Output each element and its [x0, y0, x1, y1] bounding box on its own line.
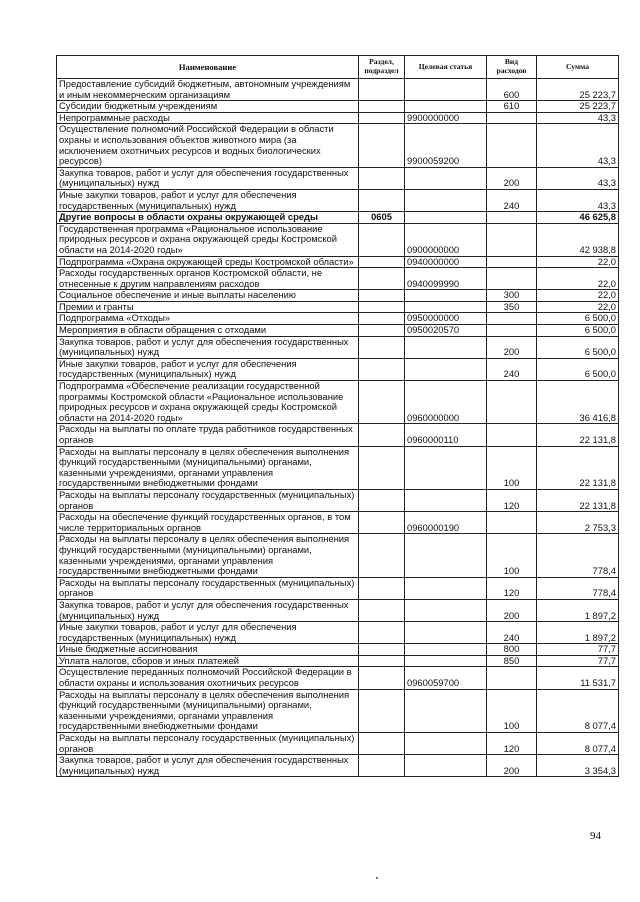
cell-kind: 240 [487, 189, 537, 211]
table-row [57, 101, 619, 113]
cell-section [359, 689, 405, 732]
table-row [57, 358, 619, 380]
cell-target [405, 301, 487, 313]
cell-section [359, 325, 405, 337]
cell-target: 0900000000 [405, 223, 487, 256]
cell-kind: 600 [487, 79, 537, 101]
cell-name: Закупка товаров, работ и услуг для обеспечения государственных (муниципальных) нужд [57, 167, 359, 189]
cell-name: Другие вопросы в области охраны окружающей среды [57, 212, 359, 224]
cell-target [405, 336, 487, 358]
cell-name: Расходы на выплаты персоналу в целях обеспечения выполнения функций государственными (муниципальными) органами, казенными учреждениями, органами управления государственными внебюджетными фондами [57, 446, 359, 489]
cell-kind [487, 381, 537, 424]
cell-sum: 1 897,2 [537, 599, 619, 621]
cell-target [405, 189, 487, 211]
header-section: Раздел, подраздел [359, 56, 405, 79]
cell-sum: 22 131,8 [537, 424, 619, 446]
table-row [57, 534, 619, 577]
table-row [57, 622, 619, 644]
table-row [57, 290, 619, 302]
page-number: 94 [590, 830, 601, 842]
cell-target: 9900000000 [405, 112, 487, 124]
cell-sum: 42 938,8 [537, 223, 619, 256]
budget-table [56, 55, 619, 777]
cell-section [359, 313, 405, 325]
cell-section [359, 381, 405, 424]
cell-kind [487, 512, 537, 534]
cell-kind [487, 124, 537, 167]
cell-section [359, 755, 405, 777]
cell-section [359, 223, 405, 256]
cell-name: Расходы государственных органов Костромской области, не отнесенные к другим направлениям расходов [57, 268, 359, 290]
table-row [57, 301, 619, 313]
cell-section [359, 358, 405, 380]
cell-target: 0960059700 [405, 667, 487, 689]
cell-kind [487, 667, 537, 689]
table-row [57, 489, 619, 511]
cell-section [359, 577, 405, 599]
cell-name: Расходы на выплаты персоналу в целях обеспечения выполнения функций государственными (муниципальными) органами, казенными учреждениями, органами управления государственными внебюджетными фондами [57, 689, 359, 732]
cell-target: 0960000000 [405, 381, 487, 424]
cell-sum: 2 753,3 [537, 512, 619, 534]
cell-kind [487, 325, 537, 337]
cell-sum: 1 897,2 [537, 622, 619, 644]
cell-kind: 850 [487, 655, 537, 667]
cell-kind: 350 [487, 301, 537, 313]
cell-kind: 300 [487, 290, 537, 302]
table-row [57, 599, 619, 621]
cell-section [359, 256, 405, 268]
cell-name: Мероприятия в области обращения с отходами [57, 325, 359, 337]
cell-section [359, 667, 405, 689]
cell-target [405, 212, 487, 224]
table-row [57, 577, 619, 599]
cell-target [405, 446, 487, 489]
cell-name: Государственная программа «Рациональное использование природных ресурсов и охрана окружающей среды Костромской области на 2014-2020 годы» [57, 223, 359, 256]
cell-sum: 6 500,0 [537, 358, 619, 380]
cell-name: Подпрограмма «Отходы» [57, 313, 359, 325]
table-row [57, 79, 619, 101]
cell-target: 0940000000 [405, 256, 487, 268]
cell-sum: 8 077,4 [537, 733, 619, 755]
cell-sum: 6 500,0 [537, 325, 619, 337]
cell-target [405, 290, 487, 302]
cell-section [359, 599, 405, 621]
cell-kind [487, 313, 537, 325]
cell-target [405, 599, 487, 621]
cell-sum: 22,0 [537, 290, 619, 302]
cell-section [359, 301, 405, 313]
cell-name: Премии и гранты [57, 301, 359, 313]
cell-kind: 800 [487, 644, 537, 656]
cell-sum: 11 531,7 [537, 667, 619, 689]
cell-kind: 200 [487, 599, 537, 621]
cell-kind: 200 [487, 167, 537, 189]
cell-sum: 6 500,0 [537, 313, 619, 325]
cell-sum: 22,0 [537, 301, 619, 313]
cell-kind: 100 [487, 446, 537, 489]
cell-target [405, 644, 487, 656]
cell-name: Предоставление субсидий бюджетным, автономным учреждениям и иным некоммерческим организациям [57, 79, 359, 101]
cell-target: 0950000000 [405, 313, 487, 325]
cell-kind: 120 [487, 489, 537, 511]
cell-name: Иные бюджетные ассигнования [57, 644, 359, 656]
cell-name: Субсидии бюджетным учреждениям [57, 101, 359, 113]
cell-sum: 36 416,8 [537, 381, 619, 424]
cell-sum: 778,4 [537, 534, 619, 577]
cell-section [359, 446, 405, 489]
table-row [57, 381, 619, 424]
cell-kind: 200 [487, 336, 537, 358]
cell-target [405, 689, 487, 732]
cell-sum: 43,3 [537, 167, 619, 189]
cell-name: Иные закупки товаров, работ и услуг для обеспечения государственных (муниципальных) нужд [57, 358, 359, 380]
cell-name: Иные закупки товаров, работ и услуг для обеспечения государственных (муниципальных) нужд [57, 622, 359, 644]
table-row [57, 325, 619, 337]
header-name: Наименование [57, 56, 359, 79]
cell-section [359, 622, 405, 644]
table-row [57, 655, 619, 667]
table-header-row [57, 56, 619, 79]
cell-target [405, 755, 487, 777]
cell-section [359, 489, 405, 511]
cell-name: Закупка товаров, работ и услуг для обеспечения государственных (муниципальных) нужд [57, 755, 359, 777]
cell-kind [487, 223, 537, 256]
cell-sum: 22 131,8 [537, 446, 619, 489]
cell-kind: 240 [487, 622, 537, 644]
cell-section [359, 290, 405, 302]
cell-target: 0950020570 [405, 325, 487, 337]
table-row [57, 512, 619, 534]
cell-target: 0960000110 [405, 424, 487, 446]
table-row [57, 689, 619, 732]
cell-kind: 120 [487, 733, 537, 755]
cell-section [359, 655, 405, 667]
cell-name: Осуществление переданных полномочий Российской Федерации в области охраны и использования охотничьих ресурсов [57, 667, 359, 689]
cell-kind [487, 268, 537, 290]
table-body [57, 79, 619, 777]
cell-section [359, 112, 405, 124]
cell-target [405, 534, 487, 577]
cell-name: Осуществление полномочий Российской Федерации в области охраны и использования объектов животного мира (за исключением охотничьих ресурсов и водных биологических ресурсов) [57, 124, 359, 167]
cell-sum: 778,4 [537, 577, 619, 599]
cell-section [359, 424, 405, 446]
cell-name: Подпрограмма «Обеспечение реализации государственной программы Костромской области «Рациональное использование природных ресурсов и охрана окружающей среды Костромской области на 2014-2020 годы» [57, 381, 359, 424]
cell-kind: 240 [487, 358, 537, 380]
cell-sum: 22,0 [537, 268, 619, 290]
cell-kind [487, 424, 537, 446]
cell-kind: 120 [487, 577, 537, 599]
cell-sum: 3 354,3 [537, 755, 619, 777]
cell-sum: 25 223,7 [537, 79, 619, 101]
cell-sum: 43,3 [537, 189, 619, 211]
cell-kind: 100 [487, 534, 537, 577]
cell-target [405, 489, 487, 511]
table-row [57, 336, 619, 358]
cell-kind [487, 212, 537, 224]
cell-name: Расходы на выплаты персоналу государственных (муниципальных) органов [57, 489, 359, 511]
cell-section [359, 268, 405, 290]
table-row [57, 644, 619, 656]
cell-target [405, 358, 487, 380]
cell-sum: 46 625,8 [537, 212, 619, 224]
cell-target [405, 577, 487, 599]
header-target: Целевая статья [405, 56, 487, 79]
header-kind: Вид расходов [487, 56, 537, 79]
table-row [57, 167, 619, 189]
cell-name: Расходы на выплаты персоналу в целях обеспечения выполнения функций государственными (муниципальными) органами, казенными учреждениями, органами управления государственными внебюджетными фондами [57, 534, 359, 577]
cell-sum: 77,7 [537, 655, 619, 667]
cell-name: Социальное обеспечение и иные выплаты населению [57, 290, 359, 302]
cell-section [359, 644, 405, 656]
cell-name: Иные закупки товаров, работ и услуг для обеспечения государственных (муниципальных) нужд [57, 189, 359, 211]
table-row [57, 667, 619, 689]
cell-target: 0940099990 [405, 268, 487, 290]
cell-name: Расходы на обеспечение функций государственных органов, в том числе территориальных органов [57, 512, 359, 534]
cell-target: 0960000190 [405, 512, 487, 534]
cell-kind: 100 [487, 689, 537, 732]
cell-name: Расходы на выплаты по оплате труда работников государственных органов [57, 424, 359, 446]
cell-target: 9900059200 [405, 124, 487, 167]
cell-target [405, 655, 487, 667]
cell-section: 0605 [359, 212, 405, 224]
cell-section [359, 733, 405, 755]
cell-section [359, 189, 405, 211]
cell-sum: 6 500,0 [537, 336, 619, 358]
cell-section [359, 512, 405, 534]
table-row [57, 212, 619, 224]
table-row [57, 124, 619, 167]
cell-name: Расходы на выплаты персоналу государственных (муниципальных) органов [57, 733, 359, 755]
table-row [57, 424, 619, 446]
cell-target [405, 167, 487, 189]
cell-sum: 22,0 [537, 256, 619, 268]
table-row [57, 755, 619, 777]
cell-sum: 43,3 [537, 112, 619, 124]
cell-target [405, 622, 487, 644]
cell-sum: 25 223,7 [537, 101, 619, 113]
scan-speck [376, 877, 378, 879]
table-row [57, 189, 619, 211]
cell-kind [487, 112, 537, 124]
table-row [57, 268, 619, 290]
cell-section [359, 167, 405, 189]
cell-sum: 8 077,4 [537, 689, 619, 732]
cell-name: Непрограммные расходы [57, 112, 359, 124]
cell-name: Расходы на выплаты персоналу государственных (муниципальных) органов [57, 577, 359, 599]
cell-section [359, 101, 405, 113]
cell-target [405, 101, 487, 113]
table-row [57, 446, 619, 489]
cell-sum: 22 131,8 [537, 489, 619, 511]
cell-name: Уплата налогов, сборов и иных платежей [57, 655, 359, 667]
cell-name: Закупка товаров, работ и услуг для обеспечения государственных (муниципальных) нужд [57, 599, 359, 621]
cell-section [359, 79, 405, 101]
cell-name: Закупка товаров, работ и услуг для обеспечения государственных (муниципальных) нужд [57, 336, 359, 358]
cell-name: Подпрограмма «Охрана окружающей среды Костромской области» [57, 256, 359, 268]
cell-kind: 610 [487, 101, 537, 113]
cell-section [359, 336, 405, 358]
cell-target [405, 79, 487, 101]
table-row [57, 313, 619, 325]
cell-section [359, 534, 405, 577]
table-row [57, 112, 619, 124]
cell-target [405, 733, 487, 755]
table-row [57, 223, 619, 256]
header-sum: Сумма [537, 56, 619, 79]
table-row [57, 733, 619, 755]
cell-section [359, 124, 405, 167]
cell-sum: 77,7 [537, 644, 619, 656]
cell-sum: 43,3 [537, 124, 619, 167]
cell-kind [487, 256, 537, 268]
cell-kind: 200 [487, 755, 537, 777]
table-row [57, 256, 619, 268]
